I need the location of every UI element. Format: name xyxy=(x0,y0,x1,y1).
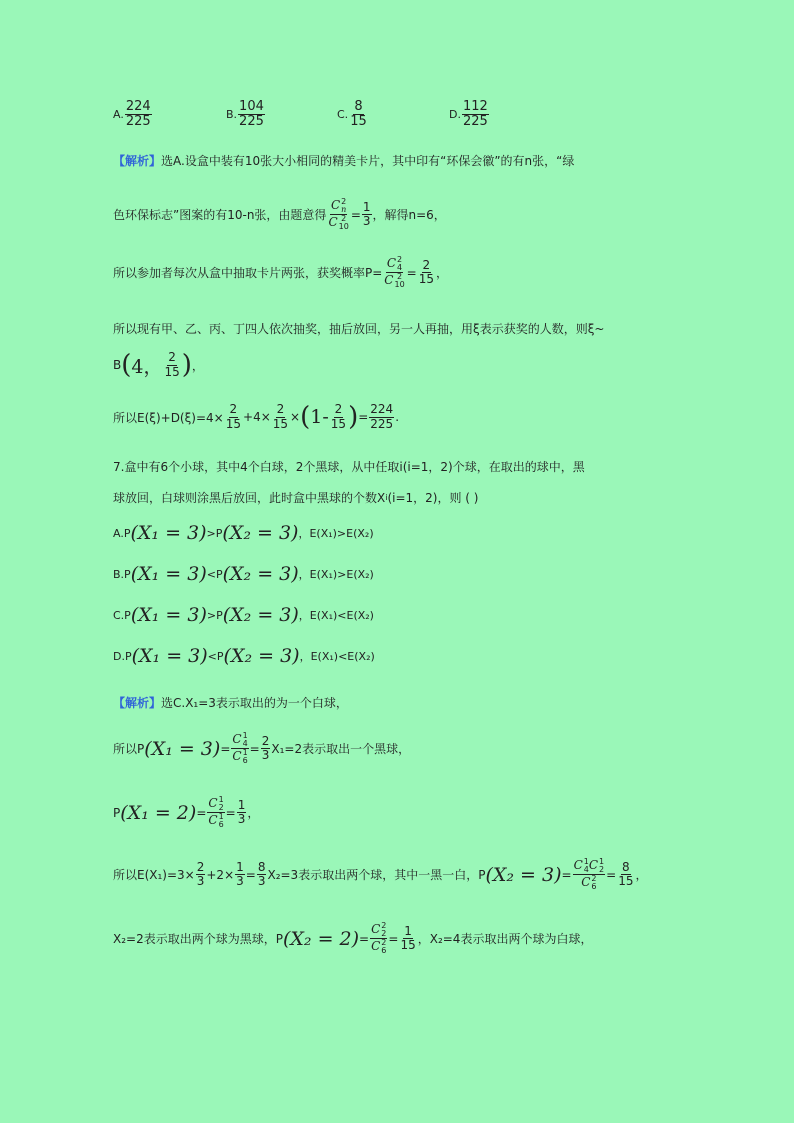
option-c: C. $\frac{8}{15}$ xyxy=(337,99,367,130)
sol6-line4: 所以现有甲、乙、丙、丁四人依次抽奖，抽后放回，另一人再抽，用ξ表示获奖的人数，则ξ~ xyxy=(113,322,605,336)
sol7-line4: 所以E(X₁)=3× $\frac{2}{3}$ +2× $\frac{1}{3}$ = $\frac{8}{3}$ X₂=3表示取出两个球，其中一黑一白，P (X₂ = 3) = C 1 4 C 1 2 C 2 6 = $\frac{8}{15}$ ， xyxy=(113,857,648,891)
option-b: B. $\frac{104}{225}$ xyxy=(226,99,264,130)
option-a-fraction: $\frac{224}{225}$ xyxy=(125,99,151,130)
sol7-line3: P (X₁ = 2) = C 1 2 C 1 6 = $\frac{1}{3}$ ， xyxy=(113,795,260,829)
q7-option-d: D.P (X₁ = 3) <P (X₂ = 3) ，E(X₁)<E(X₂) xyxy=(113,645,375,667)
q7-option-b: B.P (X₁ = 3) <P (X₂ = 3) ，E(X₁)>E(X₂) xyxy=(113,563,374,585)
analysis-tag-2: 【解析】 xyxy=(113,696,162,710)
option-c-fraction: $\frac{8}{15}$ xyxy=(350,99,367,130)
q7-line1: 7.盒中有6个小球，其中4个白球，2个黑球，从中任取i(i=1，2)个球，在取出的球中，黑 xyxy=(113,460,585,474)
sol6-line5: B ( 4， $\frac{2}{15}$ ) ， xyxy=(113,350,204,380)
option-d: D. $\frac{112}{225}$ xyxy=(449,99,488,130)
sol6-line6: 所以E(ξ)+D(ξ)=4× $\frac{2}{15}$ +4× $\frac{2}{15}$ × ( 1- $\frac{2}{15}$ ) = $\frac{224}{225}$ . xyxy=(113,402,400,432)
q7-line2: 球放回，白球则涂黑后放回，此时盒中黑球的个数X i (i=1，2)，则 ( ) xyxy=(113,491,479,505)
sol7-line2: 所以P (X₁ = 3) = C 1 4 C 1 6 = $\frac{2}{3}$ X₁=2表示取出一个黑球， xyxy=(113,731,411,765)
q7-option-c: C.P (X₁ = 3) >P (X₂ = 3) ，E(X₁)<E(X₂) xyxy=(113,604,374,626)
sol6-line2: 色环保标志”图案的有10-n张，由题意得 C 2 n C 2 10 = $\frac{1}{3}$ ，解得n=6， xyxy=(113,197,446,231)
combination-fraction: C 2 n C 2 10 xyxy=(328,197,349,231)
analysis-tag: 【解析】 xyxy=(113,154,162,168)
sol6-line3: 所以参加者每次从盒中抽取卡片两张，获奖概率P= C 2 4 C 2 10 = $\frac{2}{15}$ ， xyxy=(113,255,449,289)
q7-option-a: A.P (X₁ = 3) >P (X₂ = 3) ，E(X₁)>E(X₂) xyxy=(113,522,374,544)
sol7-line1: 【解析】 选C.X₁=3表示取出的为一个白球， xyxy=(113,696,348,710)
sol7-line5: X₂=2表示取出两个球为黑球，P (X₂ = 2) = C 2 2 C 2 6 = $\frac{1}{15}$ ，X₂=4表示取出两个球为白球， xyxy=(113,921,593,955)
sol6-line1: 【解析】 选A.设盒中装有10张大小相同的精美卡片，其中印有“环保会徽”的有n张，“绿 xyxy=(113,154,575,168)
option-d-fraction: $\frac{112}{225}$ xyxy=(462,99,488,130)
option-a: A. $\frac{224}{225}$ xyxy=(113,99,151,130)
option-b-fraction: $\frac{104}{225}$ xyxy=(239,99,264,130)
